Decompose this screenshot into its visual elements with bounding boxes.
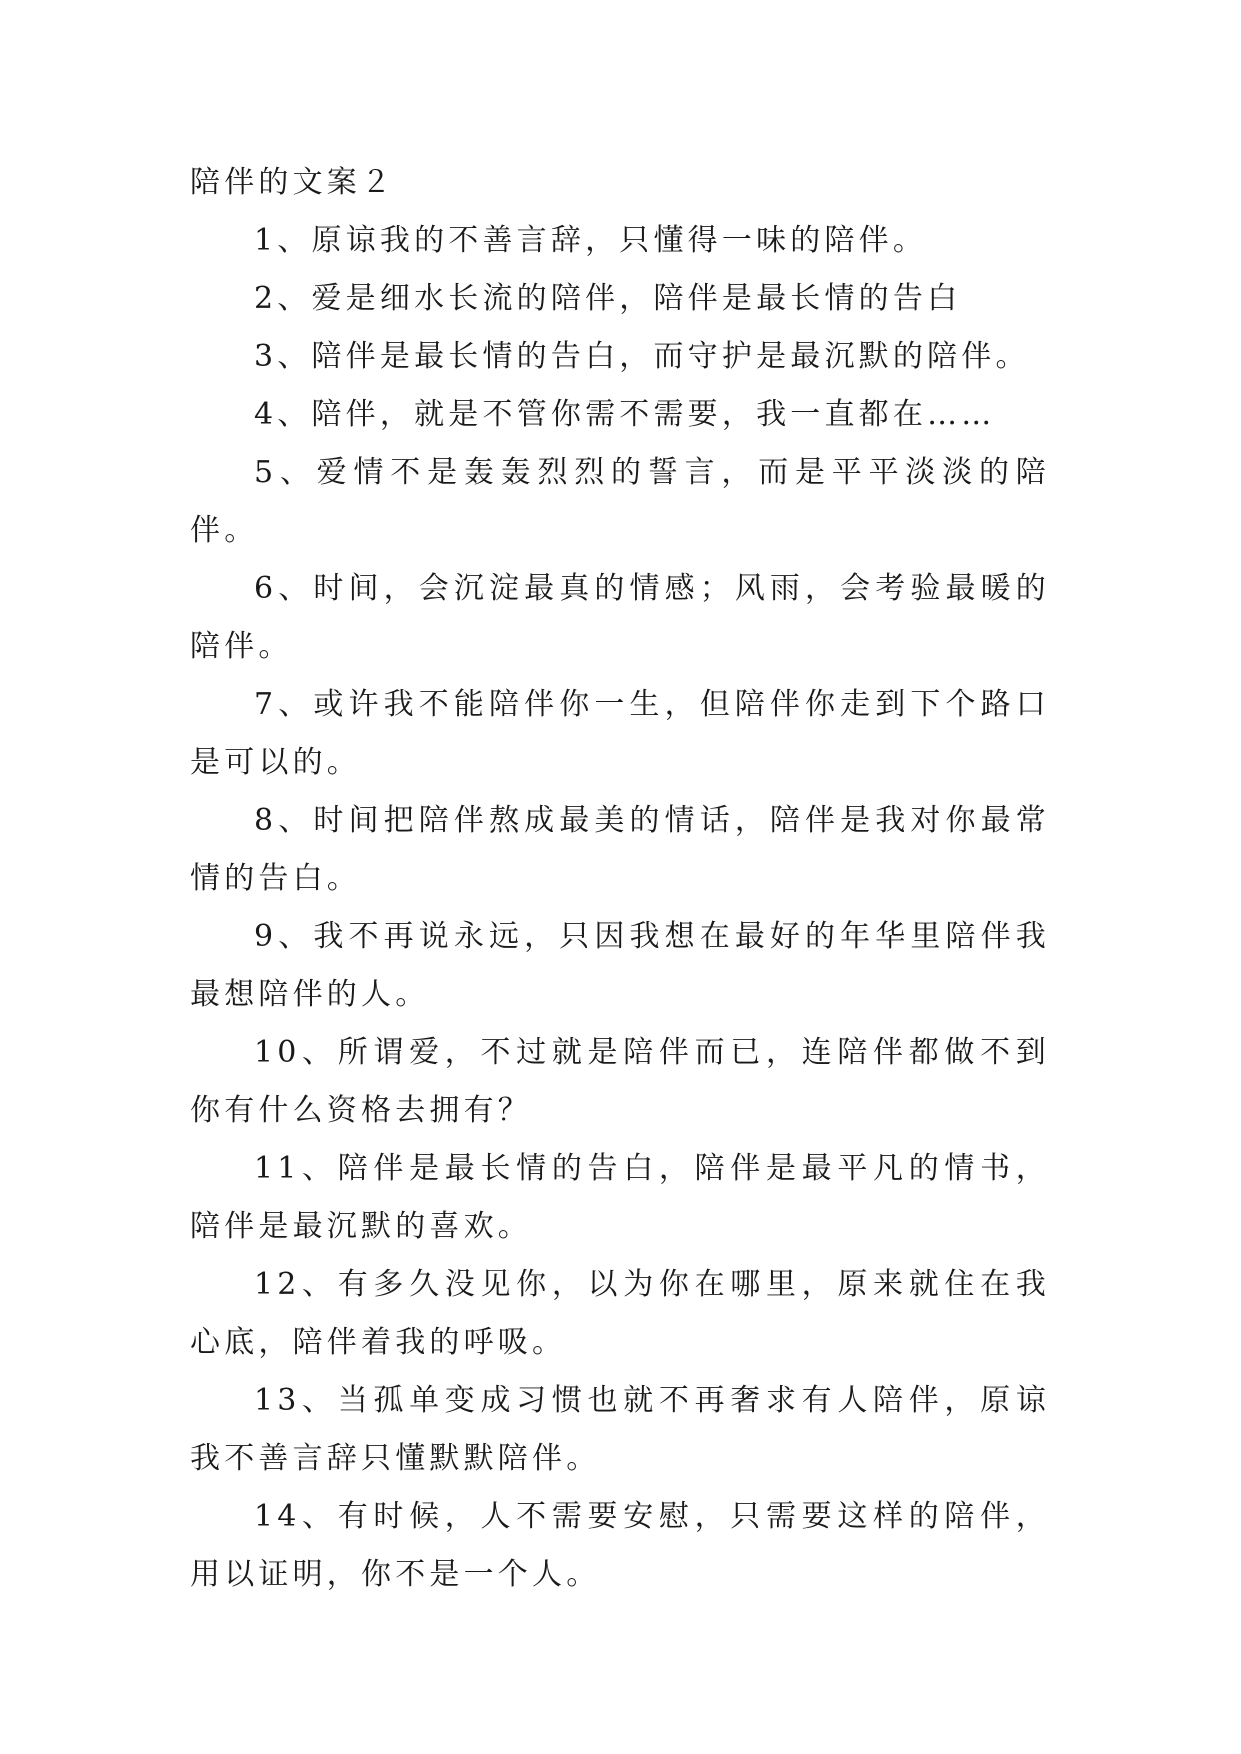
document-page xyxy=(190,154,1050,1604)
list-item: 11、陪伴是最长情的告白，陪伴是最平凡的情书，陪伴是最沉默的喜欢。 xyxy=(190,1151,1050,1244)
list-item: 3、陪伴是最长情的告白，而守护是最沉默的陪伴。 xyxy=(254,339,1030,374)
list-item: 6、时间，会沉淀最真的情感；风雨，会考验最暖的陪伴。 xyxy=(190,571,1050,664)
list-item: 13、当孤单变成习惯也就不再奢求有人陪伴，原谅我不善言辞只懂默默陪伴。 xyxy=(190,1383,1050,1476)
list-item: 7、或许我不能陪伴你一生，但陪伴你走到下个路口是可以的。 xyxy=(190,687,1050,780)
list-item: 2、爱是细水长流的陪伴，陪伴是最长情的告白 xyxy=(254,281,962,316)
list-item: 1、原谅我的不善言辞，只懂得一味的陪伴。 xyxy=(254,223,928,258)
list-item: 14、有时候，人不需要安慰，只需要这样的陪伴，用以证明，你不是一个人。 xyxy=(190,1499,1050,1592)
document-title: 陪伴的文案２ xyxy=(190,165,396,200)
list-item: 4、陪伴，就是不管你需不需要，我一直都在…… xyxy=(254,397,996,432)
list-item: 12、有多久没见你，以为你在哪里，原来就住在我心底，陪伴着我的呼吸。 xyxy=(190,1267,1050,1360)
list-item: 9、我不再说永远，只因我想在最好的年华里陪伴我最想陪伴的人。 xyxy=(190,919,1050,1012)
list-item: 5、爱情不是轰轰烈烈的誓言，而是平平淡淡的陪伴。 xyxy=(190,455,1050,548)
list-item: 10、所谓爱，不过就是陪伴而已，连陪伴都做不到你有什么资格去拥有？ xyxy=(190,1035,1050,1128)
list-item: 8、时间把陪伴熬成最美的情话，陪伴是我对你最常情的告白。 xyxy=(190,803,1050,896)
